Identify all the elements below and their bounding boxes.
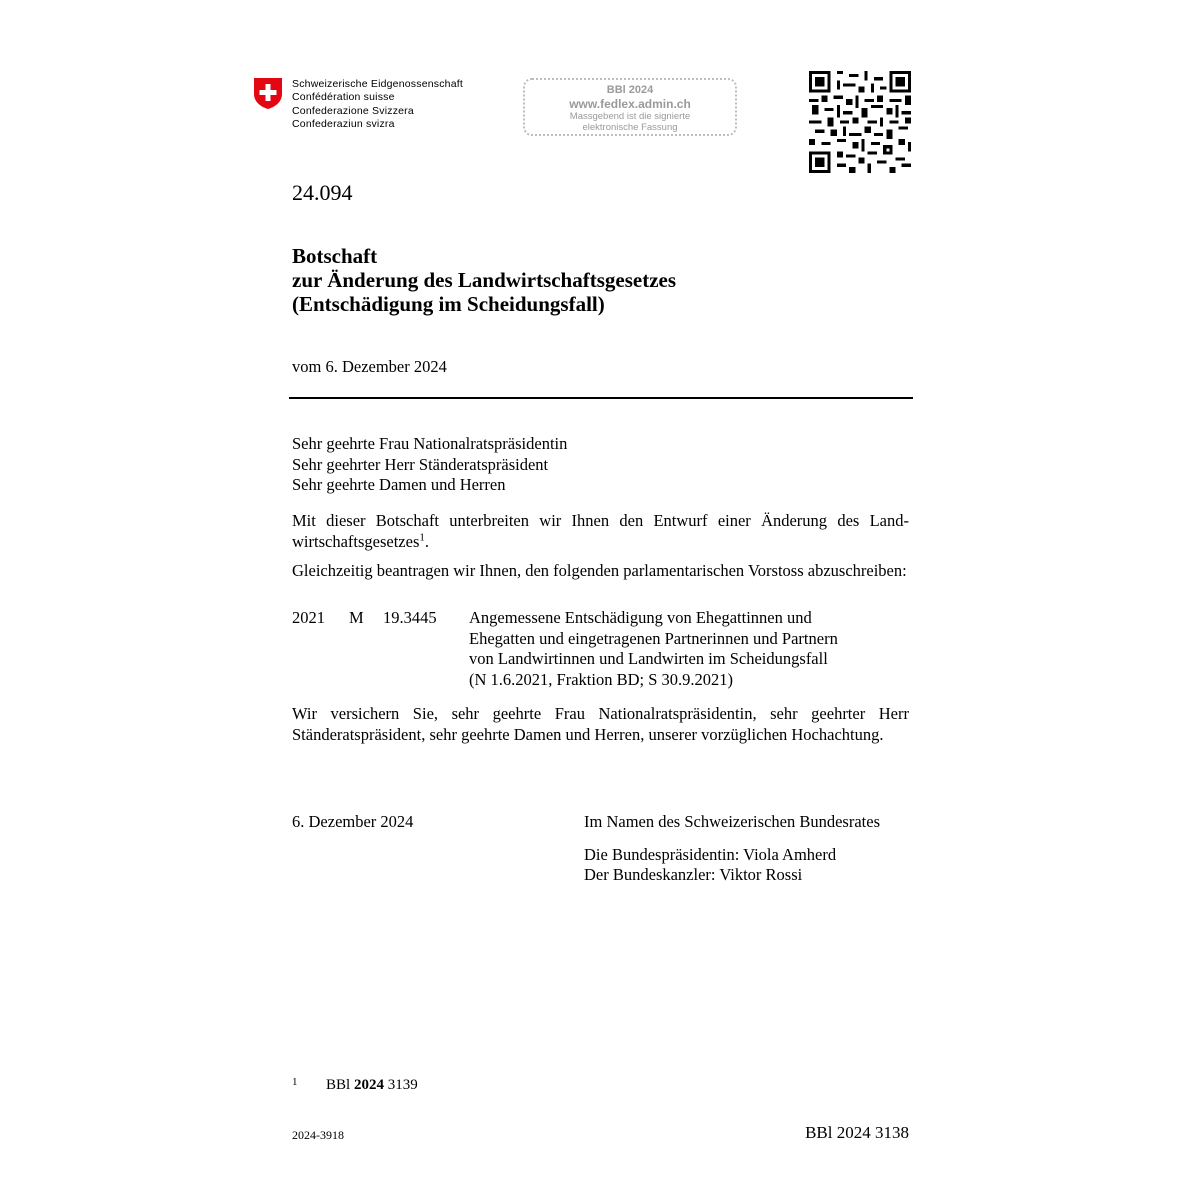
agency-line-rm: Confederaziun svizra — [292, 117, 395, 130]
agency-line-de: Schweizerische Eidgenossenschaft — [292, 78, 463, 90]
chancellor-line: Der Bundeskanzler: Viktor Rossi — [584, 865, 803, 884]
agency-line-fr: Confédération suisse — [292, 91, 395, 104]
motion-line-1: Angemessene Entschädigung von Ehegattinnen und — [469, 608, 812, 627]
title-line-3: (Entschädigung im Scheidungsfall) — [292, 292, 605, 316]
salutation-line-2: Sehr geehrter Herr Ständeratspräsident — [292, 454, 549, 474]
motion-type: M — [349, 608, 364, 627]
salutation — [292, 434, 909, 496]
bbl-page-reference: BBl 2024 3138 — [805, 1123, 909, 1142]
motion-title — [469, 608, 909, 690]
stamp-line-4: elektronische Fassung — [582, 122, 678, 133]
footnote — [292, 1076, 418, 1094]
salutation-line-1: Sehr geehrte Frau Nationalratspräsidentin — [292, 434, 568, 453]
motion-line-4: (N 1.6.2021, Fraktion BD; S 30.9.2021) — [469, 669, 733, 689]
signature-block — [584, 812, 880, 886]
closing-paragraph: Wir versichern Sie, sehr geehrte Frau Nationalratspräsidentin, sehr geehrter Herr Ständeratspräsident, sehr geehrte Damen und Herren, unserer vorzüglichen Hochachtung. — [292, 704, 909, 744]
stamp-line-3: Massgebend ist die signierte — [569, 111, 691, 122]
motion-year: 2021 — [292, 608, 325, 627]
motion-line-3: von Landwirtinnen und Landwirten im Scheidungsfall — [469, 649, 828, 668]
agency-line-it: Confederazione Svizzera — [292, 104, 414, 117]
horizontal-divider — [289, 397, 913, 399]
document-number: 24.094 — [292, 180, 353, 205]
intro-end: . — [424, 531, 429, 551]
qr-code-icon — [809, 71, 911, 173]
title-line-2: zur Änderung des Landwirtschaftsgesetzes — [292, 268, 677, 292]
title-line-1: Botschaft — [292, 244, 378, 268]
footnote-year: 2024 — [353, 1077, 384, 1093]
document-id: 2024-3918 — [292, 1128, 344, 1142]
motion-number: 19.3445 — [383, 608, 437, 627]
footnote-page: 3139 — [387, 1077, 418, 1093]
footnote-prefix: BBl — [326, 1077, 351, 1093]
intro-text: Mit dieser Botschaft unterbreiten wir Ihnen den Entwurf einer Änderung des Landwirtschaftsgesetzes — [292, 511, 909, 551]
stamp-url: www.fedlex.admin.ch — [569, 97, 691, 111]
on-behalf-line: Im Namen des Schweizerischen Bundesrates — [584, 812, 880, 831]
signature-date: 6. Dezember 2024 — [292, 812, 414, 831]
publication-stamp — [523, 78, 737, 136]
footnote-number: 1 — [292, 1076, 298, 1088]
document-title — [292, 244, 676, 316]
swiss-coat-of-arms-logo — [253, 77, 283, 110]
request-paragraph: Gleichzeitig beantragen wir Ihnen, den folgenden parlamentarischen Vorstoss abzuschreiben: — [292, 561, 907, 580]
salutation-line-3: Sehr geehrte Damen und Herren — [292, 475, 506, 494]
intro-paragraph — [292, 511, 909, 552]
document-date: vom 6. Dezember 2024 — [292, 357, 447, 376]
stamp-line-1: BBl 2024 — [606, 84, 654, 96]
motion-line-2: Ehegatten und eingetragenen Partnerinnen und Partnern — [469, 628, 838, 648]
footnote-ref: 1 — [419, 531, 425, 543]
president-line: Die Bundespräsidentin: Viola Amherd — [584, 844, 837, 864]
agency-name-block — [292, 78, 463, 131]
